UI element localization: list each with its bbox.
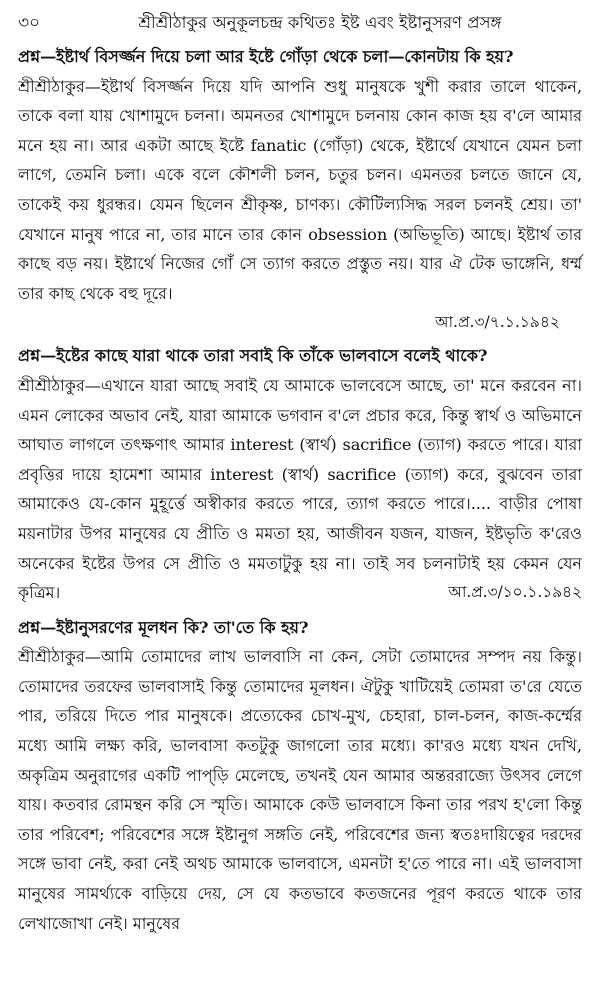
answer-3: শ্রীশ্রীঠাকুর—আমি তোমাদের লাখ ভালবাসি না কেন, সেটা তোমাদের সম্পদ নয় কিন্তু। তোমাদের তরফের ভালবাসাই কিন্তু তোমাদের মূলধন। ঐটুকু খাটিয়েই তোমরা ত'রে যেতে পার, তরিয়ে দিতে পার মানুষকে। প্রত্যেকের চোখ-মুখ, চেহারা, চাল-চলন, কাজ-কর্ম্মের মধ্যে আমি লক্ষ্য করি, ভালবাসা কতটুকু জাগলো তার মধ্যে। কা'রও মধ্যে যখন দেখি, অকৃত্রিম অনুরাগের একটি পাপ্‌ড়ি মেলেছে, তখনই যেন আমার অন্তররাজ্যে উৎসব লেগে যায়। কতবার রোমন্থন করি সে স্মৃতি। আমাকে কেউ ভালবাসে কিনা তার পরখ হ'লো কিন্তু তার পরিবেশ; পরিবেশের সঙ্গে ইষ্টানুগ সঙ্গতি নেই, পরিবেশের জন্য স্বতঃদায়িত্বের দরদের সঙ্গে ভাবা নেই, করা নেই অথচ আমাকে ভালবাসে, এমনটা হ'তে পারে না। এই ভালবাসা মানুষের সামর্থ্যকে বাড়িয়ে দেয়, সে যে কতভাবে কতজনের পূরণ করতে থাকে তার লেখাজোখা নেই। মানুষের xyxy=(18,647,582,933)
reference-1: আ.প্র.৩/৭.১.১৯৪২ xyxy=(434,313,560,332)
question-1: প্রশ্ন—ইষ্টার্থ বিসর্জ্জন দিয়ে চলা আর ইষ্টে গোঁড়া থেকে চলা—কোনটায় কি হয়? xyxy=(18,47,514,66)
running-title: শ্রীশ্রীঠাকুর অনুকূলচন্দ্র কথিতঃ ইষ্ট এবং ইষ্টানুসরণ প্রসঙ্গ xyxy=(138,13,502,32)
answer-1: শ্রীশ্রীঠাকুর—ইষ্টার্থ বিসর্জ্জন দিয়ে যদি আপনি শুধু মানুষকে খুশী করার তালে থাকেন, তাকে বলা যায় খোশামুদে চলনা। অমনতর খোশামুদে চলনায় কোন কাজ হয় ব'লে আমার মনে হয় না। আর একটা আছে ইষ্টে fanatic (গোঁড়া) থেকে, ইষ্টার্থে যেখানে যেমন চলা লাগে, তেমনি চলা। একে বলে কৌশলী চলন, চতুর চলন। এমনতর চলতে জানে যে, তাকেই কয় ধুরন্ধর। যেমন ছিলেন শ্রীকৃষ্ণ, চাণক্য। কৌটিল্যসিদ্ধ সরল চলনই শ্রেয়। তা' যেখানে মানুষ পারে না, তার মানে তার কোন obsession (অভিভূতি) আছে। ইষ্টার্থ তার কাছে বড় নয়। ইষ্টার্থে নিজের গোঁ সে ত্যাগ করতে প্রস্তুত নয়। যার ঐ টেক ভাঙ্গেনি, ধর্ম্ম তার কাছ থেকে বহু দূরে। xyxy=(18,76,582,303)
page-number: ৩০ xyxy=(18,13,41,33)
page-header xyxy=(18,12,582,34)
answer-2 xyxy=(18,371,582,608)
section-3 xyxy=(18,613,582,939)
section-2 xyxy=(18,341,582,607)
question-2: প্রশ্ন—ইষ্টের কাছে যারা থাকে তারা সবাই কি তাঁকে ভালবাসে বলেই থাকে? xyxy=(18,346,488,366)
answer-2-text: শ্রীশ্রীঠাকুর—এখানে যারা আছে সবাই যে আমাকে ভালবেসে আছে, তা' মনে করবেন না। এমন লোকের অভাব নেই, যারা আমাকে ভগবান ব'লে প্রচার করে, কিন্তু স্বার্থ ও অভিমানে আঘাত লাগলে তৎক্ষণাৎ আমার interest (স্বার্থ) sacrifice (ত্যাগ) করতে পারে। যারা প্রবৃত্তির দায়ে হামেশা আমার interest (স্বার্থ) sacrifice (ত্যাগ) করে, বুঝবেন তারা আমাকেও যে-কোন মুহূর্ত্তে অস্বীকার করতে পারে, ত্যাগ করতে পারে।.... বাড়ীর পোষা ময়নাটার উপর মানুষের যে প্রীতি ও মমতা হয়, আজীবন যজন, যাজন, ইষ্টভৃতি ক'রেও অনেকের ইষ্টের উপর সে প্রীতি ও মমতাটুকু হয় না। তাই সব চলনাটাই হয় কেমন যেন কৃত্রিম। xyxy=(18,375,582,603)
reference-2: আ.প্র.৩/১০.১.১৯৪২ xyxy=(448,583,582,602)
section-1 xyxy=(18,42,582,336)
question-3: প্রশ্ন—ইষ্টানুসরণের মূলধন কি? তা'তে কি হয়? xyxy=(18,617,309,637)
